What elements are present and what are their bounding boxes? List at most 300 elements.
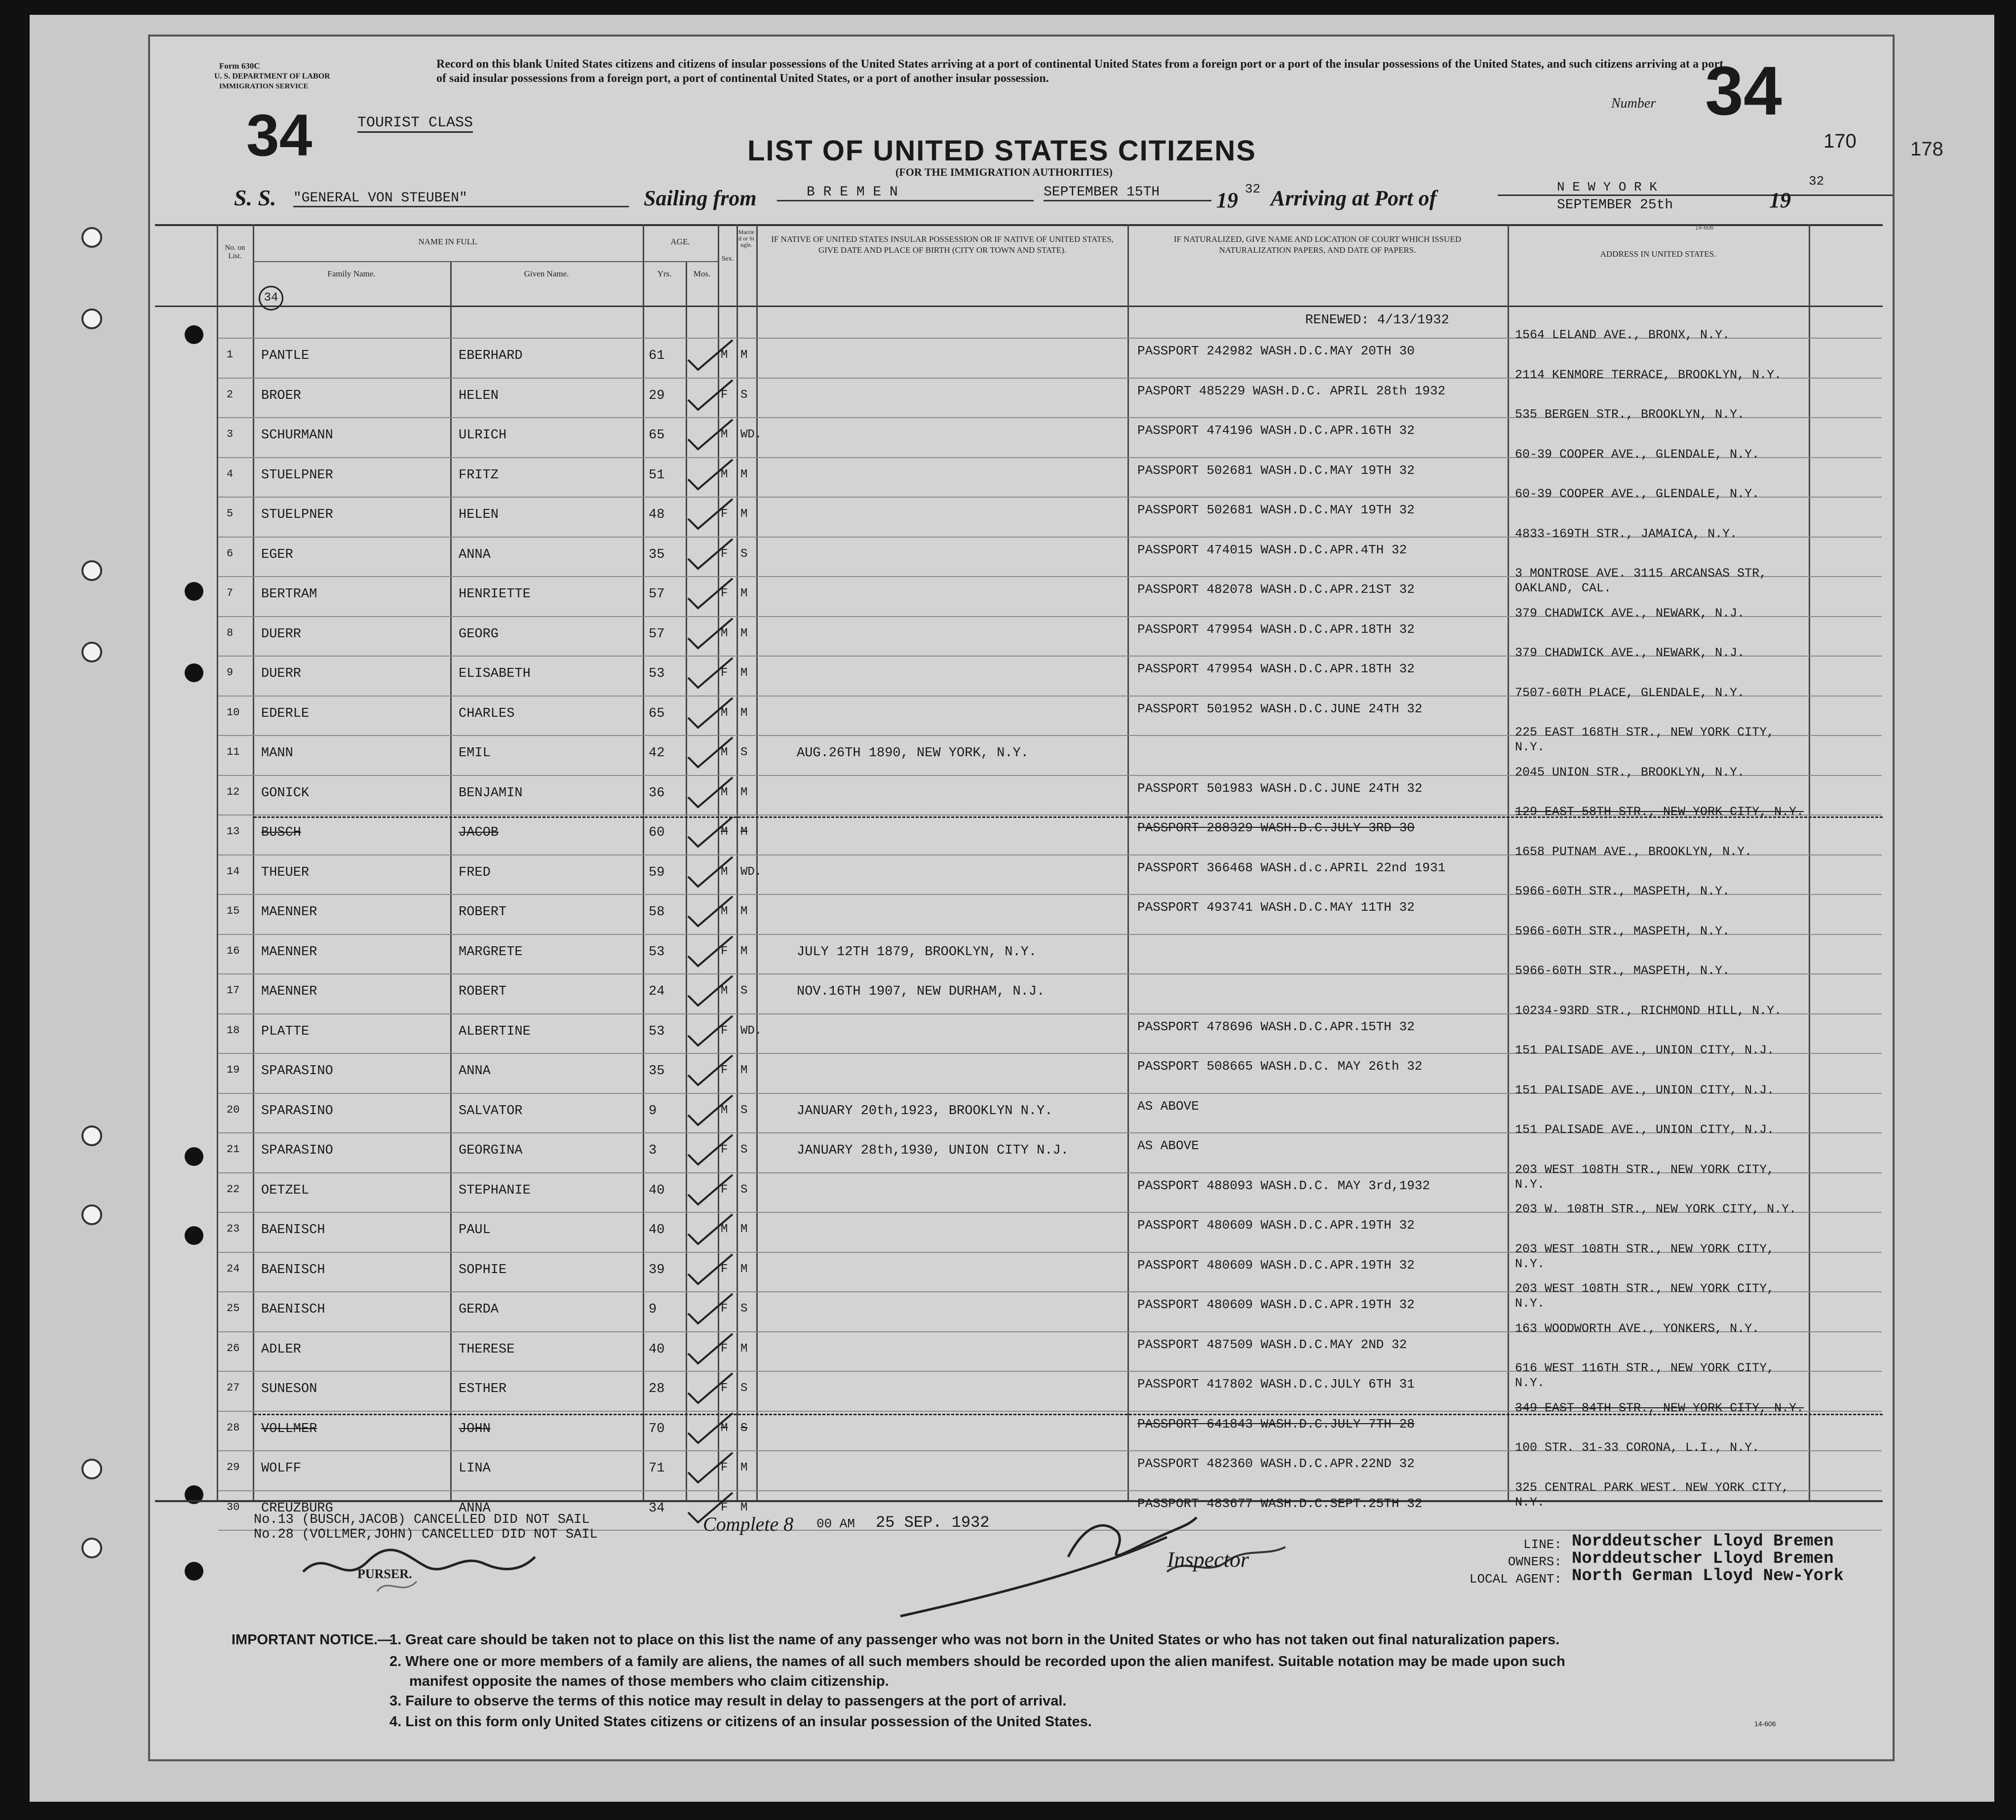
marital-status: M [740,1262,748,1276]
age-years: 59 [649,865,665,880]
stamp-handwritten: Complete 8 [703,1513,794,1535]
given-name: ULRICH [459,428,507,443]
address: 203 WEST 108TH STR., NEW YORK CITY, N.Y. [1515,1162,1775,1192]
birth-info: JULY 12TH 1879, BROOKLYN, N.Y. [797,944,1037,960]
sailing-date: SEPTEMBER 15TH [1044,185,1211,201]
age-years: 57 [649,587,665,602]
row-number: 13 [227,825,240,838]
address: 60-39 COOPER AVE., GLENDALE, N.Y. [1515,487,1760,501]
given-name: MARGRETE [459,944,523,960]
form-instructions: Record on this blank United States citizens and citizens of insular possessions of the United States arriving at a port of continental United States from a foreign port or a port of the insular possessions of the United States, and such citizens arriving at a port of said insular possessions from a foreign port, a port of continental United States, or a port of another insular possession. [436,58,1724,85]
punch-hole [185,1226,203,1245]
col-header-naturalized: IF NATURALIZED, GIVE NAME AND LOCATION OF COURT WHICH ISSUED NATURALIZATION PAPERS, AND DATE OF PAPERS. [1173,234,1461,255]
row-number: 17 [227,984,240,997]
age-years: 61 [649,349,665,363]
given-name: ESTHER [459,1382,507,1396]
age-years: 40 [649,1183,665,1198]
check-mark [683,1172,737,1207]
row-number: 5 [227,507,233,520]
age-years: 28 [649,1382,665,1396]
binder-hole [81,1204,102,1225]
row-number: 14 [227,865,240,878]
department-label: U. S. DEPARTMENT OF LABOR [214,72,330,80]
naturalization-papers: PASSPORT 487509 WASH.D.C.MAY 2ND 32 [1137,1337,1407,1352]
row-number: 15 [227,905,240,917]
age-years: 60 [649,825,665,840]
address: 3 MONTROSE AVE. 3115 ARCANSAS STR, OAKLAND, CAL. [1515,566,1767,595]
age-years: 71 [649,1461,665,1476]
check-mark [683,775,737,810]
check-mark [683,1013,737,1048]
sailing-label: Sailing from [644,186,757,210]
family-name: BROER [261,388,302,403]
sex: F [721,1064,728,1077]
binder-hole [81,642,102,662]
naturalization-papers: PASSPORT 474015 WASH.D.C.APR.4TH 32 [1137,542,1407,557]
given-name: CHARLES [459,706,515,721]
col-line [450,261,452,1500]
row-number: 2 [227,388,233,401]
sex: M [721,706,728,720]
notice-item-3: 3. Failure to observe the terms of this notice may result in delay to passengers at the port of arrival. [389,1693,1067,1709]
stamp-date: 25 SEP. 1932 [876,1513,990,1532]
number-label: Number [1611,96,1656,111]
marital-status: M [740,706,748,720]
naturalization-papers: PASSPORT 488093 WASH.D.C. MAY 3rd,1932 [1137,1178,1430,1193]
naturalization-papers: PASSPORT 641843 WASH.D.C.JULY 7TH 28 [1137,1416,1415,1432]
cancel-line-row-28 [254,1414,1883,1415]
given-name: ANNA [459,1064,491,1079]
sex: F [721,547,728,561]
sex: M [721,467,728,481]
age-years: 35 [649,547,665,562]
sex: M [721,1223,728,1236]
agent-value: North German Lloyd New-York [1572,1567,1844,1586]
sex: F [721,1024,728,1038]
family-name: BAENISCH [261,1302,325,1317]
sex: F [721,1382,728,1395]
family-name: BAENISCH [261,1223,325,1238]
age-years: 42 [649,746,665,761]
family-name: CREUZBURG [261,1501,333,1516]
given-name: GERDA [459,1302,499,1317]
age-years: 39 [649,1262,665,1278]
purser-label: PURSER. [357,1567,412,1581]
naturalization-papers: PASSPORT 502681 WASH.D.C.MAY 19TH 32 [1137,463,1415,478]
col-header-yrs: Yrs. [657,269,672,278]
family-name: SPARASINO [261,1143,333,1158]
row-number: 9 [227,666,233,679]
naturalization-papers: PASSPORT 478696 WASH.D.C.APR.15TH 32 [1137,1019,1415,1034]
sex: M [721,984,728,998]
check-mark [683,1371,737,1405]
check-mark [683,378,737,412]
sex: M [721,865,728,879]
sex: M [721,905,728,918]
age-years: 57 [649,626,665,642]
check-mark [683,497,737,531]
number-value: 34 [1705,52,1782,129]
class-label: TOURIST CLASS [357,115,473,133]
check-mark [683,457,737,492]
row-number: 8 [227,626,233,639]
given-name: ELISABETH [459,666,531,681]
notice-item-2-continued: manifest opposite the names of those members who claim citizenship. [409,1673,889,1689]
given-name: EBERHARD [459,349,523,363]
marital-status: S [740,1183,748,1197]
punch-hole [185,1147,203,1166]
form-code: 14-606 [1754,1720,1776,1728]
row-number: 18 [227,1024,240,1037]
ship-name: "GENERAL VON STEUBEN" [293,191,629,207]
given-name: HELEN [459,507,499,522]
manifest-page [148,35,1895,1761]
notice-heading: IMPORTANT NOTICE.— [232,1632,392,1648]
notice-item-4: 4. List on this form only United States citizens or citizens of an insular possession of the United States. [389,1714,1092,1730]
address: 379 CHADWICK AVE., NEWARK, N.J. [1515,606,1745,620]
binder-hole [81,1459,102,1479]
sex: F [721,1501,728,1514]
age-years: 58 [649,905,665,920]
sex: F [721,944,728,958]
renewed-note: RENEWED: 4/13/1932 [1305,313,1449,328]
family-name: BAENISCH [261,1262,325,1278]
age-years: 3 [649,1143,657,1158]
check-mark [683,854,737,889]
naturalization-papers: PASSPORT 480609 WASH.D.C.APR.19TH 32 [1137,1257,1415,1273]
col-header-sex: Sex. [721,255,734,263]
family-name: BUSCH [261,825,302,840]
birth-info: AUG.26TH 1890, NEW YORK, N.Y. [797,746,1029,761]
family-name: SPARASINO [261,1103,333,1119]
check-mark [683,1291,737,1326]
marital-status: M [740,1223,748,1236]
address: 535 BERGEN STR., BROOKLYN, N.Y. [1515,407,1745,422]
check-mark [683,1132,737,1167]
check-mark [683,656,737,690]
binder-hole [81,560,102,581]
sex: M [721,1103,728,1117]
side-page-number: 178 [1910,138,1943,160]
address: 203 W. 108TH STR., NEW YORK CITY, N.Y. [1515,1202,1797,1216]
marital-status: S [740,746,748,759]
family-name: THEUER [261,865,310,880]
col-line [643,224,644,1500]
sex: F [721,1302,728,1316]
marital-status: M [740,905,748,918]
col-header-married: Married or Single. [738,229,755,248]
binder-hole [81,309,102,329]
stamped-number: 34 [246,102,312,168]
given-name: HENRIETTE [459,587,531,602]
naturalization-papers: PASSPORT 366468 WASH.d.c.APRIL 22nd 1931 [1137,860,1446,875]
sex: M [721,1421,728,1435]
row-number: 24 [227,1262,240,1275]
naturalization-papers: PASSPORT 508665 WASH.D.C. MAY 26th 32 [1137,1059,1423,1074]
notice-item-1: 1. Great care should be taken not to place on this list the name of any passenger who was not born in the United States or who has not taken out final naturalization papers. [389,1632,1560,1648]
given-name: ALBERTINE [459,1024,531,1039]
marital-status: M [740,349,748,362]
naturalization-papers: PASSPORT 501983 WASH.D.C.JUNE 24TH 32 [1137,780,1423,796]
given-name: ANNA [459,547,491,562]
binder-hole [81,227,102,248]
sex: F [721,1183,728,1197]
row-number: 1 [227,349,233,361]
given-name: BENJAMIN [459,785,523,801]
row-number: 30 [227,1501,240,1513]
given-name: ROBERT [459,984,507,999]
check-mark [683,1411,737,1445]
address: 5966-60TH STR., MASPETH, N.Y. [1515,964,1730,978]
row-number: 19 [227,1064,240,1076]
naturalization-papers: PASSPORT 501952 WASH.D.C.JUNE 24TH 32 [1137,701,1423,716]
given-name: JOHN [459,1421,491,1436]
birth-info: NOV.16TH 1907, NEW DURHAM, N.J. [797,984,1045,999]
family-name: STUELPNER [261,467,333,483]
punch-hole [185,582,203,601]
naturalization-papers: PASSPORT 483677 WASH.D.C.SEPT.25TH 32 [1137,1496,1423,1511]
age-years: 9 [649,1302,657,1317]
col-header-family: Family Name. [327,269,376,278]
address: 203 WEST 108TH STR., NEW YORK CITY, N.Y. [1515,1281,1775,1311]
age-years: 29 [649,388,665,403]
given-name: EMIL [459,746,491,761]
row-number: 16 [227,944,240,957]
sex: M [721,626,728,640]
marital-status: S [740,547,748,561]
naturalization-papers: PASSPORT 480609 WASH.D.C.APR.19TH 32 [1137,1218,1415,1233]
address: 1658 PUTNAM AVE., BROOKLYN, N.Y. [1515,844,1752,859]
arriving-label: Arriving at Port of [1271,186,1437,210]
circled-number: 34 [259,286,283,310]
row-number: 3 [227,428,233,440]
inspector-label: Inspector [1167,1548,1249,1572]
address: 7507-60TH PLACE, GLENDALE, N.Y. [1515,685,1745,700]
marital-status: M [740,666,748,680]
family-name: DUERR [261,626,302,642]
line-value: Norddeutscher Lloyd Bremen [1572,1532,1834,1551]
punch-hole [185,663,203,682]
marital-status: WD. [740,428,762,441]
sailing-from: B R E M E N [777,185,1034,201]
given-name: GEORGINA [459,1143,523,1158]
address: 151 PALISADE AVE., UNION CITY, N.J. [1515,1123,1775,1137]
address: 4833-169TH STR., JAMAICA, N.Y. [1515,526,1738,541]
col-header-mos: Mos. [693,269,711,278]
table-top-border [155,224,1883,226]
inspector-signature [891,1498,1335,1626]
check-mark [683,814,737,849]
family-name: PLATTE [261,1024,310,1039]
check-mark [683,1252,737,1286]
check-mark [683,894,737,929]
row-number: 4 [227,467,233,480]
address: 1564 LELAND AVE., BRONX, N.Y. [1515,328,1730,342]
family-name: STUELPNER [261,507,333,522]
check-mark [683,1212,737,1246]
naturalization-papers: PASSPORT 502681 WASH.D.C.MAY 19TH 32 [1137,503,1415,517]
row-number: 22 [227,1183,240,1196]
birth-info: JANUARY 28th,1930, UNION CITY N.J. [797,1143,1069,1158]
naturalization-papers: PASSPORT 480609 WASH.D.C.APR.19TH 32 [1137,1297,1415,1312]
sex: F [721,587,728,600]
age-years: 9 [649,1103,657,1119]
sex: F [721,1262,728,1276]
sex: M [721,746,728,759]
marital-status: S [740,1143,748,1157]
col-header-address: ADDRESS IN UNITED STATES. [1600,249,1716,259]
notice-item-2: 2. Where one or more members of a family are aliens, the names of all such members should be recorded upon the alien manifest. Suitable notation may be made upon such [389,1654,1565,1669]
check-mark [683,616,737,651]
family-name: EGER [261,547,293,562]
given-name: THERESE [459,1342,515,1357]
age-years: 53 [649,944,665,960]
family-name: SUNESON [261,1382,317,1396]
age-years: 36 [649,785,665,801]
row-number: 26 [227,1342,240,1355]
marital-status: M [740,1461,748,1474]
family-name: PANTLE [261,349,310,363]
address: 349 EAST 84TH STR., NEW YORK CITY, N.Y. [1515,1400,1804,1415]
address: 129 EAST 58TH STR., NEW YORK CITY, N.Y. [1515,805,1804,819]
marital-status: WD. [740,1024,762,1038]
check-mark [683,1450,737,1485]
address: 100 STR. 31-33 CORONA, L.I., N.Y. [1515,1440,1760,1455]
col-header-native: IF NATIVE OF UNITED STATES INSULAR POSSESSION OR IF NATIVE OF UNITED STATES, GIVE DATE AND PLACE OF BIRTH (CITY OR TOWN AND STATE). [771,234,1114,255]
marital-status: S [740,984,748,998]
binder-hole [81,1125,102,1146]
line-label: LINE: [1523,1537,1562,1552]
family-name: ADLER [261,1342,302,1357]
check-mark [683,696,737,730]
family-name: WOLFF [261,1461,302,1476]
given-name: GEORG [459,626,499,642]
sex: F [721,1143,728,1157]
age-years: 53 [649,1024,665,1039]
age-years: 65 [649,428,665,443]
age-years: 34 [649,1501,665,1516]
row-number: 12 [227,785,240,798]
punch-hole [185,1562,203,1581]
family-name: GONICK [261,785,310,801]
family-name: SCHURMANN [261,428,333,443]
row-number: 25 [227,1302,240,1315]
address: 163 WOODWORTH AVE., YONKERS, N.Y. [1515,1321,1760,1336]
punch-hole [185,325,203,344]
family-name: MAENNER [261,984,317,999]
family-name: EDERLE [261,706,310,721]
sex: F [721,1342,728,1355]
cancellation-note-28: No.28 (VOLLMER,JOHN) CANCELLED DID NOT SAIL [254,1527,598,1542]
address: 60-39 COOPER AVE., GLENDALE, N.Y. [1515,447,1760,462]
arriving-year: 32 [1809,174,1824,189]
marital-status: M [740,587,748,600]
given-name: PAUL [459,1223,491,1238]
owners-value: Norddeutscher Lloyd Bremen [1572,1549,1834,1568]
row-number: 7 [227,587,233,599]
address: 5966-60TH STR., MASPETH, N.Y. [1515,924,1730,938]
check-mark [683,1053,737,1087]
header-bottom-border [155,306,1883,307]
marital-status: M [740,1064,748,1077]
sailing-year-prefix: 19 [1216,188,1238,212]
family-name: DUERR [261,666,302,681]
age-years: 48 [649,507,665,522]
age-years: 24 [649,984,665,999]
address: 325 CENTRAL PARK WEST. NEW YORK CITY, N.Y. [1515,1480,1789,1510]
purser-signature [298,1537,594,1596]
given-name: ROBERT [459,905,507,920]
naturalization-papers: AS ABOVE [1137,1138,1199,1153]
given-name: SALVATOR [459,1103,523,1119]
age-years: 40 [649,1223,665,1238]
row-number: 21 [227,1143,240,1156]
naturalization-papers: PASSPORT 493741 WASH.D.C.MAY 11TH 32 [1137,900,1415,915]
arriving-port: N E W Y O R K [1498,180,1895,196]
marital-status: M [740,1501,748,1514]
age-years: 53 [649,666,665,681]
sex: M [721,785,728,799]
binder-hole [81,1538,102,1558]
ss-label: S. S. [234,185,276,210]
age-years: 70 [649,1421,665,1436]
agent-label: LOCAL AGENT: [1469,1572,1562,1587]
marital-status: M [740,1342,748,1355]
given-name: FRITZ [459,467,499,483]
col-header-no: No. on List. [225,244,245,260]
subheader-line [253,261,718,262]
marital-status: WD. [740,865,762,879]
col-header-name: NAME IN FULL [418,237,477,246]
family-name: BERTRAM [261,587,317,602]
address: 2114 KENMORE TERRACE, BROOKLYN, N.Y. [1515,367,1782,382]
check-mark [683,735,737,770]
naturalization-papers: PASSPORT 417802 WASH.D.C.JULY 6TH 31 [1137,1377,1415,1392]
col-line [1127,224,1129,1500]
address: 151 PALISADE AVE., UNION CITY, N.J. [1515,1043,1775,1057]
address: 5966-60TH STR., MASPETH, N.Y. [1515,884,1730,898]
col-line [1508,224,1509,1500]
check-mark [683,417,737,452]
form-number: Form 630C [219,61,260,71]
cancel-line-row-13 [254,816,1883,818]
marital-status: M [740,825,748,839]
given-name: STEPHANIE [459,1183,531,1198]
marital-status: M [740,507,748,521]
col-header-age: AGE. [670,237,690,246]
marital-status: M [740,785,748,799]
given-name: FRED [459,865,491,880]
family-name: OETZEL [261,1183,310,1198]
sex: M [721,349,728,362]
naturalization-papers: PASSPORT 482360 WASH.D.C.APR.22ND 32 [1137,1456,1415,1471]
naturalization-papers: PASPORT 485229 WASH.D.C. APRIL 28th 1932 [1137,383,1446,398]
row-number: 6 [227,547,233,560]
row-number: 27 [227,1382,240,1394]
naturalization-papers: PASSPORT 479954 WASH.D.C.APR.18TH 32 [1137,661,1415,676]
row-number: 11 [227,746,240,758]
check-mark [683,1331,737,1366]
marital-status: S [740,1302,748,1316]
row-number: 29 [227,1461,240,1473]
sex: F [721,1461,728,1474]
printer-note: 14-606 [1695,224,1714,231]
given-name: LINA [459,1461,491,1476]
address: 225 EAST 168TH STR., NEW YORK CITY, N.Y. [1515,725,1775,754]
col-line [1809,224,1810,1500]
arriving-date: SEPTEMBER 25th [1557,197,1673,213]
naturalization-papers: PASSPORT 482078 WASH.D.C.APR.21ST 32 [1137,582,1415,597]
